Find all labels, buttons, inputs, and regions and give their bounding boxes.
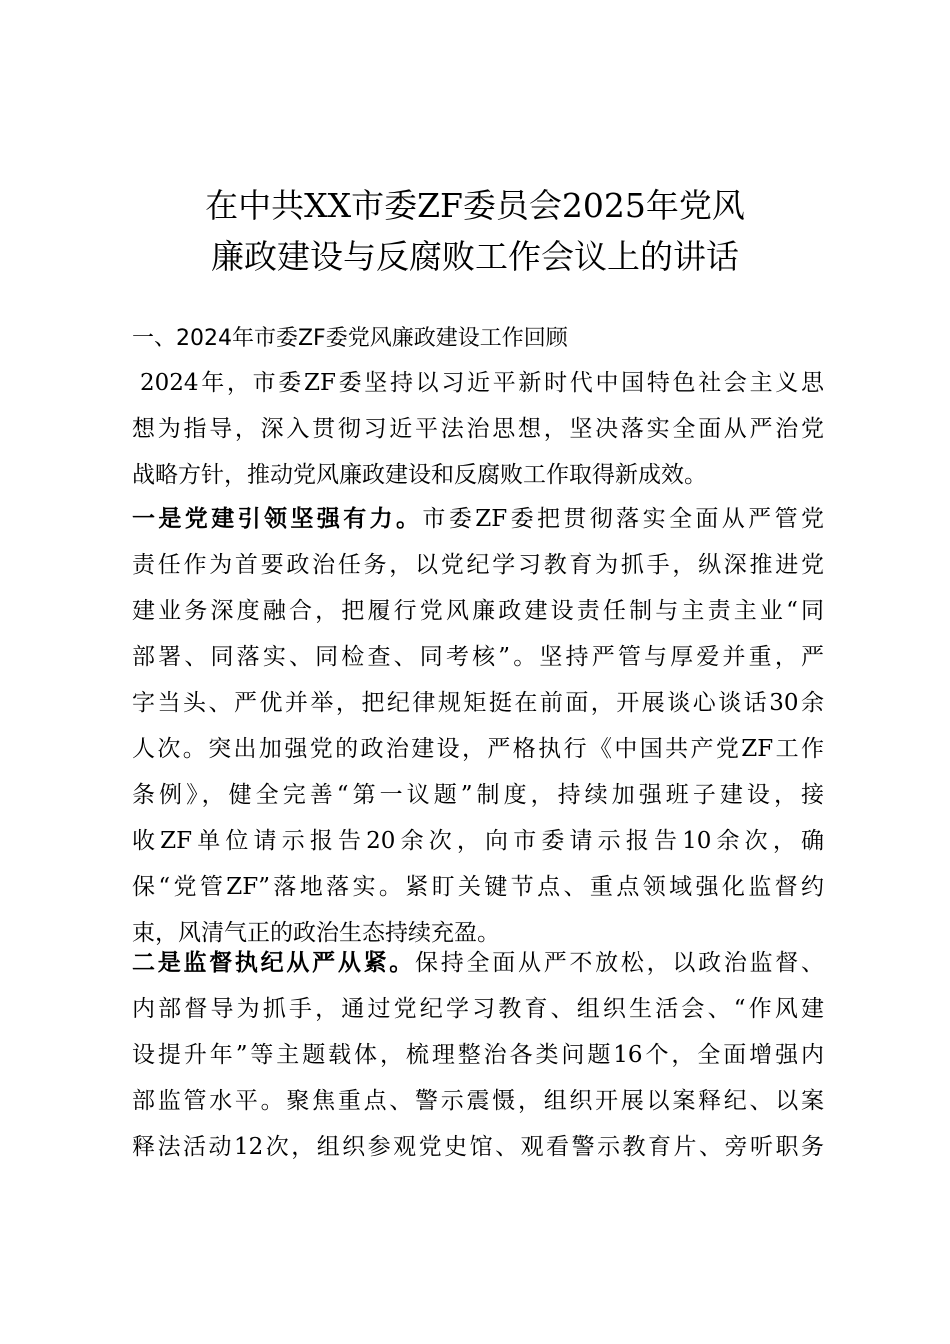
paragraph-line: 想为指导，深入贯彻习近平法治思想，坚决落实全面从严治党 (132, 416, 824, 442)
paragraph-first-rest: 市委ZF委把贯彻落实全面从严管党 (422, 506, 824, 532)
title-line-2: 廉政建设与反腐败工作会议上的讲话 (211, 237, 739, 276)
paragraph-first-rest: 保持全面从严不放松，以政治监督、 (415, 950, 824, 976)
paragraph-line: 内部督导为抓手，通过党纪学习教育、组织生活会、“作风建 (132, 996, 824, 1022)
paragraph-line: 部监管水平。聚焦重点、警示震慑，组织开展以案释纪、以案 (132, 1088, 824, 1114)
title-line-1: 在中共XX市委ZF委员会2025年党风 (205, 186, 745, 225)
paragraph-line: 2024年，市委ZF委坚持以习近平新时代中国特色社会主义思 (140, 370, 824, 396)
paragraph-line: 保“党管ZF”落地落实。紧盯关键节点、重点领域强化监督约 (132, 874, 824, 900)
section-heading: 一、2024年市委ZF委党风廉政建设工作回顾 (132, 326, 568, 351)
paragraph-line: 战略方针，推动党风廉政建设和反腐败工作取得新成效。 (132, 462, 707, 488)
paragraph-line: 条例》，健全完善“第一议题”制度，持续加强班子建设，接 (132, 782, 824, 808)
paragraph-2 (132, 496, 824, 956)
paragraph-line: 建业务深度融合，把履行党风廉政建设责任制与主责主业“同 (132, 598, 824, 624)
paragraph-1 (132, 360, 824, 498)
paragraph-lead: 二是监督执纪从严从紧。 (132, 950, 416, 976)
paragraph-line: 收ZF单位请示报告20余次，向市委请示报告10余次，确 (132, 828, 824, 854)
document-title (120, 180, 830, 282)
paragraph-line: 部署、同落实、同检查、同考核”。坚持严管与厚爱并重，严 (132, 644, 824, 670)
paragraph-line: 设提升年”等主题载体，梳理整治各类问题16个，全面增强内 (132, 1042, 824, 1068)
paragraph-3 (132, 940, 824, 1170)
paragraph-first-line (132, 496, 824, 542)
paragraph-line: 释法活动12次，组织参观党史馆、观看警示教育片、旁听职务 (132, 1134, 824, 1160)
paragraph-first-line (132, 940, 824, 986)
paragraph-line: 责任作为首要政治任务，以党纪学习教育为抓手，纵深推进党 (132, 552, 824, 578)
paragraph-line: 字当头、严优并举，把纪律规矩挺在前面，开展谈心谈话30余 (132, 690, 824, 716)
paragraph-line: 人次。突出加强党的政治建设，严格执行《中国共产党ZF工作 (132, 736, 824, 762)
paragraph-lead: 一是党建引领坚强有力。 (132, 506, 423, 532)
paragraph-line: 束，风清气正的政治生态持续充盈。 (132, 920, 500, 946)
